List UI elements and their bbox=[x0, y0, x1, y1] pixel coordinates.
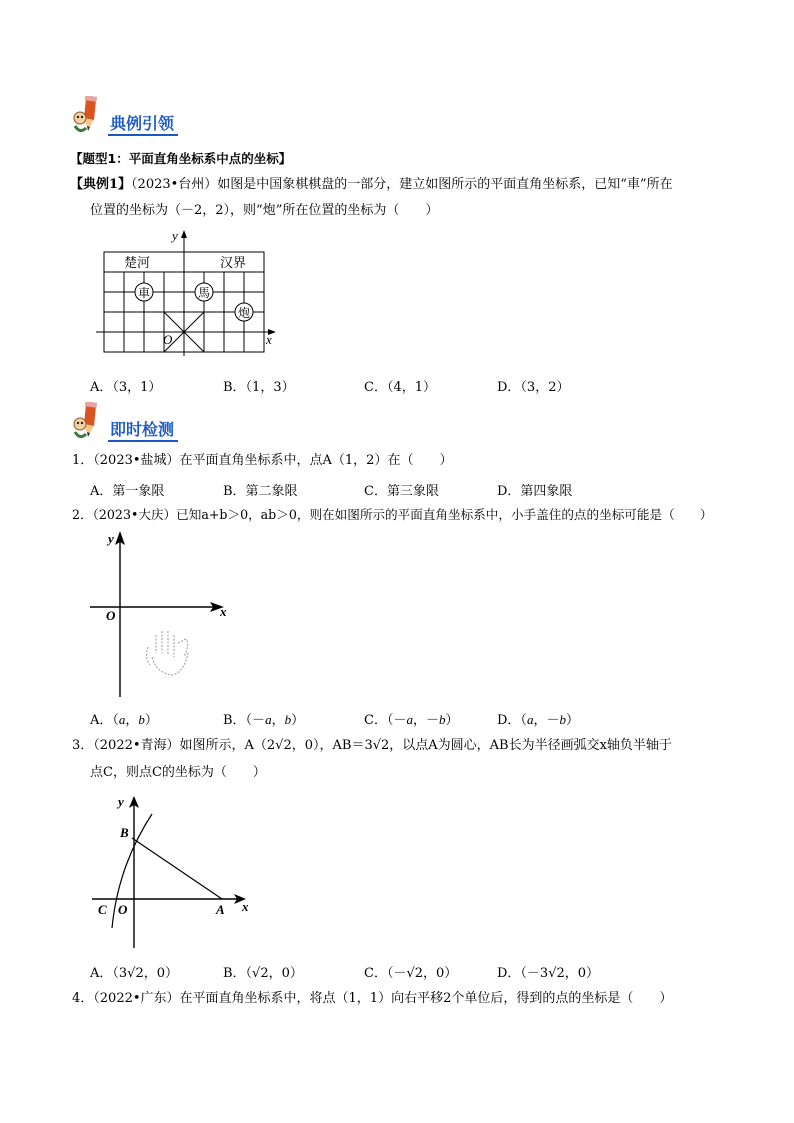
x-axis-label: x bbox=[242, 899, 249, 914]
river-label-left: 楚河 bbox=[124, 255, 151, 270]
q1-option-d[interactable]: D．第四象限 bbox=[497, 484, 573, 499]
origin-label: O bbox=[118, 902, 128, 917]
example-option-c[interactable]: C．（4，1） bbox=[364, 380, 436, 395]
example-option-a[interactable]: A．（3，1） bbox=[90, 380, 162, 395]
section-title: 典例引领 bbox=[108, 114, 178, 136]
piece-ma-label: 馬 bbox=[197, 286, 211, 300]
origin-label: O bbox=[163, 332, 173, 347]
q2-option-c[interactable]: C．（－a，－b） bbox=[364, 712, 459, 728]
q1-option-c[interactable]: C．第三象限 bbox=[364, 484, 439, 499]
q3-geometry-figure bbox=[88, 790, 268, 950]
example-text-1: （2023•台州）如图是中国象棋棋盘的一部分，建立如图所示的平面直角坐标系，已知“車”所在 bbox=[131, 177, 673, 192]
q2-option-a[interactable]: A．（a，b） bbox=[90, 712, 158, 728]
q3-stem-1: 3．（2022•青海）如图所示，A（2√2，0），AB＝3√2，以点A为圆心，AB长为半径画弧交x轴负半轴于 bbox=[72, 738, 672, 753]
q2-stem: 2．（2023•大庆）已知a+b＞0，ab＞0，则在如图所示的平面直角坐标系中，小手盖住的点的坐标可能是（ ） bbox=[72, 507, 713, 522]
piece-ju-label: 車 bbox=[137, 286, 151, 300]
q1-option-a[interactable]: A．第一象限 bbox=[90, 484, 165, 499]
example-option-d[interactable]: D．（3，2） bbox=[497, 380, 570, 395]
x-axis-label: x bbox=[266, 332, 272, 347]
origin-label: O bbox=[106, 608, 116, 623]
hand-icon bbox=[146, 631, 188, 675]
section-heading-quiz bbox=[72, 402, 252, 446]
y-axis-label: y bbox=[172, 228, 178, 243]
label-b: B bbox=[120, 825, 129, 840]
example-option-b[interactable]: B．（1，3） bbox=[223, 380, 295, 395]
y-axis-label: y bbox=[118, 794, 124, 809]
label-c: C bbox=[98, 902, 107, 917]
q4-stem: 4．（2022•广东）在平面直角坐标系中，将点（1，1）向右平移2个单位后，得到的点的坐标是（ ） bbox=[72, 991, 673, 1006]
chessboard-figure bbox=[96, 228, 296, 358]
q3-option-d[interactable]: D．（－3√2，0） bbox=[497, 966, 600, 981]
y-axis-arrow bbox=[181, 230, 187, 238]
pencil-mascot-icon bbox=[72, 96, 106, 136]
type-heading: 【题型1：平面直角坐标系中点的坐标】 bbox=[70, 151, 292, 166]
y-axis-label: y bbox=[108, 531, 114, 546]
piece-pao-label: 炮 bbox=[237, 306, 251, 320]
q2-option-d[interactable]: D．（a，－b） bbox=[497, 712, 579, 728]
example-line-2: 位置的坐标为（－2，2），则“炮”所在位置的坐标为（ ） bbox=[90, 203, 439, 218]
q3-option-a[interactable]: A．（3√2，0） bbox=[90, 966, 178, 981]
q3-option-c[interactable]: C．（－√2，0） bbox=[364, 966, 458, 981]
segment-ab bbox=[132, 838, 222, 899]
q2-option-b[interactable]: B．（－a，b） bbox=[223, 712, 305, 728]
section-title: 即时检测 bbox=[108, 420, 178, 442]
example-line-1 bbox=[70, 176, 673, 194]
q3-stem-2: 点C，则点C的坐标为（ ） bbox=[90, 765, 266, 780]
river-label-right: 汉界 bbox=[220, 255, 247, 270]
q3-option-b[interactable]: B．（√2，0） bbox=[223, 966, 303, 981]
x-axis-label: x bbox=[220, 604, 227, 619]
q1-stem: 1．（2023•盐城）在平面直角坐标系中，点A（1，2）在（ ） bbox=[72, 453, 453, 468]
q2-axes-figure bbox=[86, 525, 246, 700]
label-a: A bbox=[216, 902, 225, 917]
section-heading-examples bbox=[72, 96, 252, 140]
q1-option-b[interactable]: B．第二象限 bbox=[223, 484, 298, 499]
pencil-mascot-icon bbox=[72, 402, 106, 442]
example-prefix: 【典例1】 bbox=[70, 177, 132, 192]
